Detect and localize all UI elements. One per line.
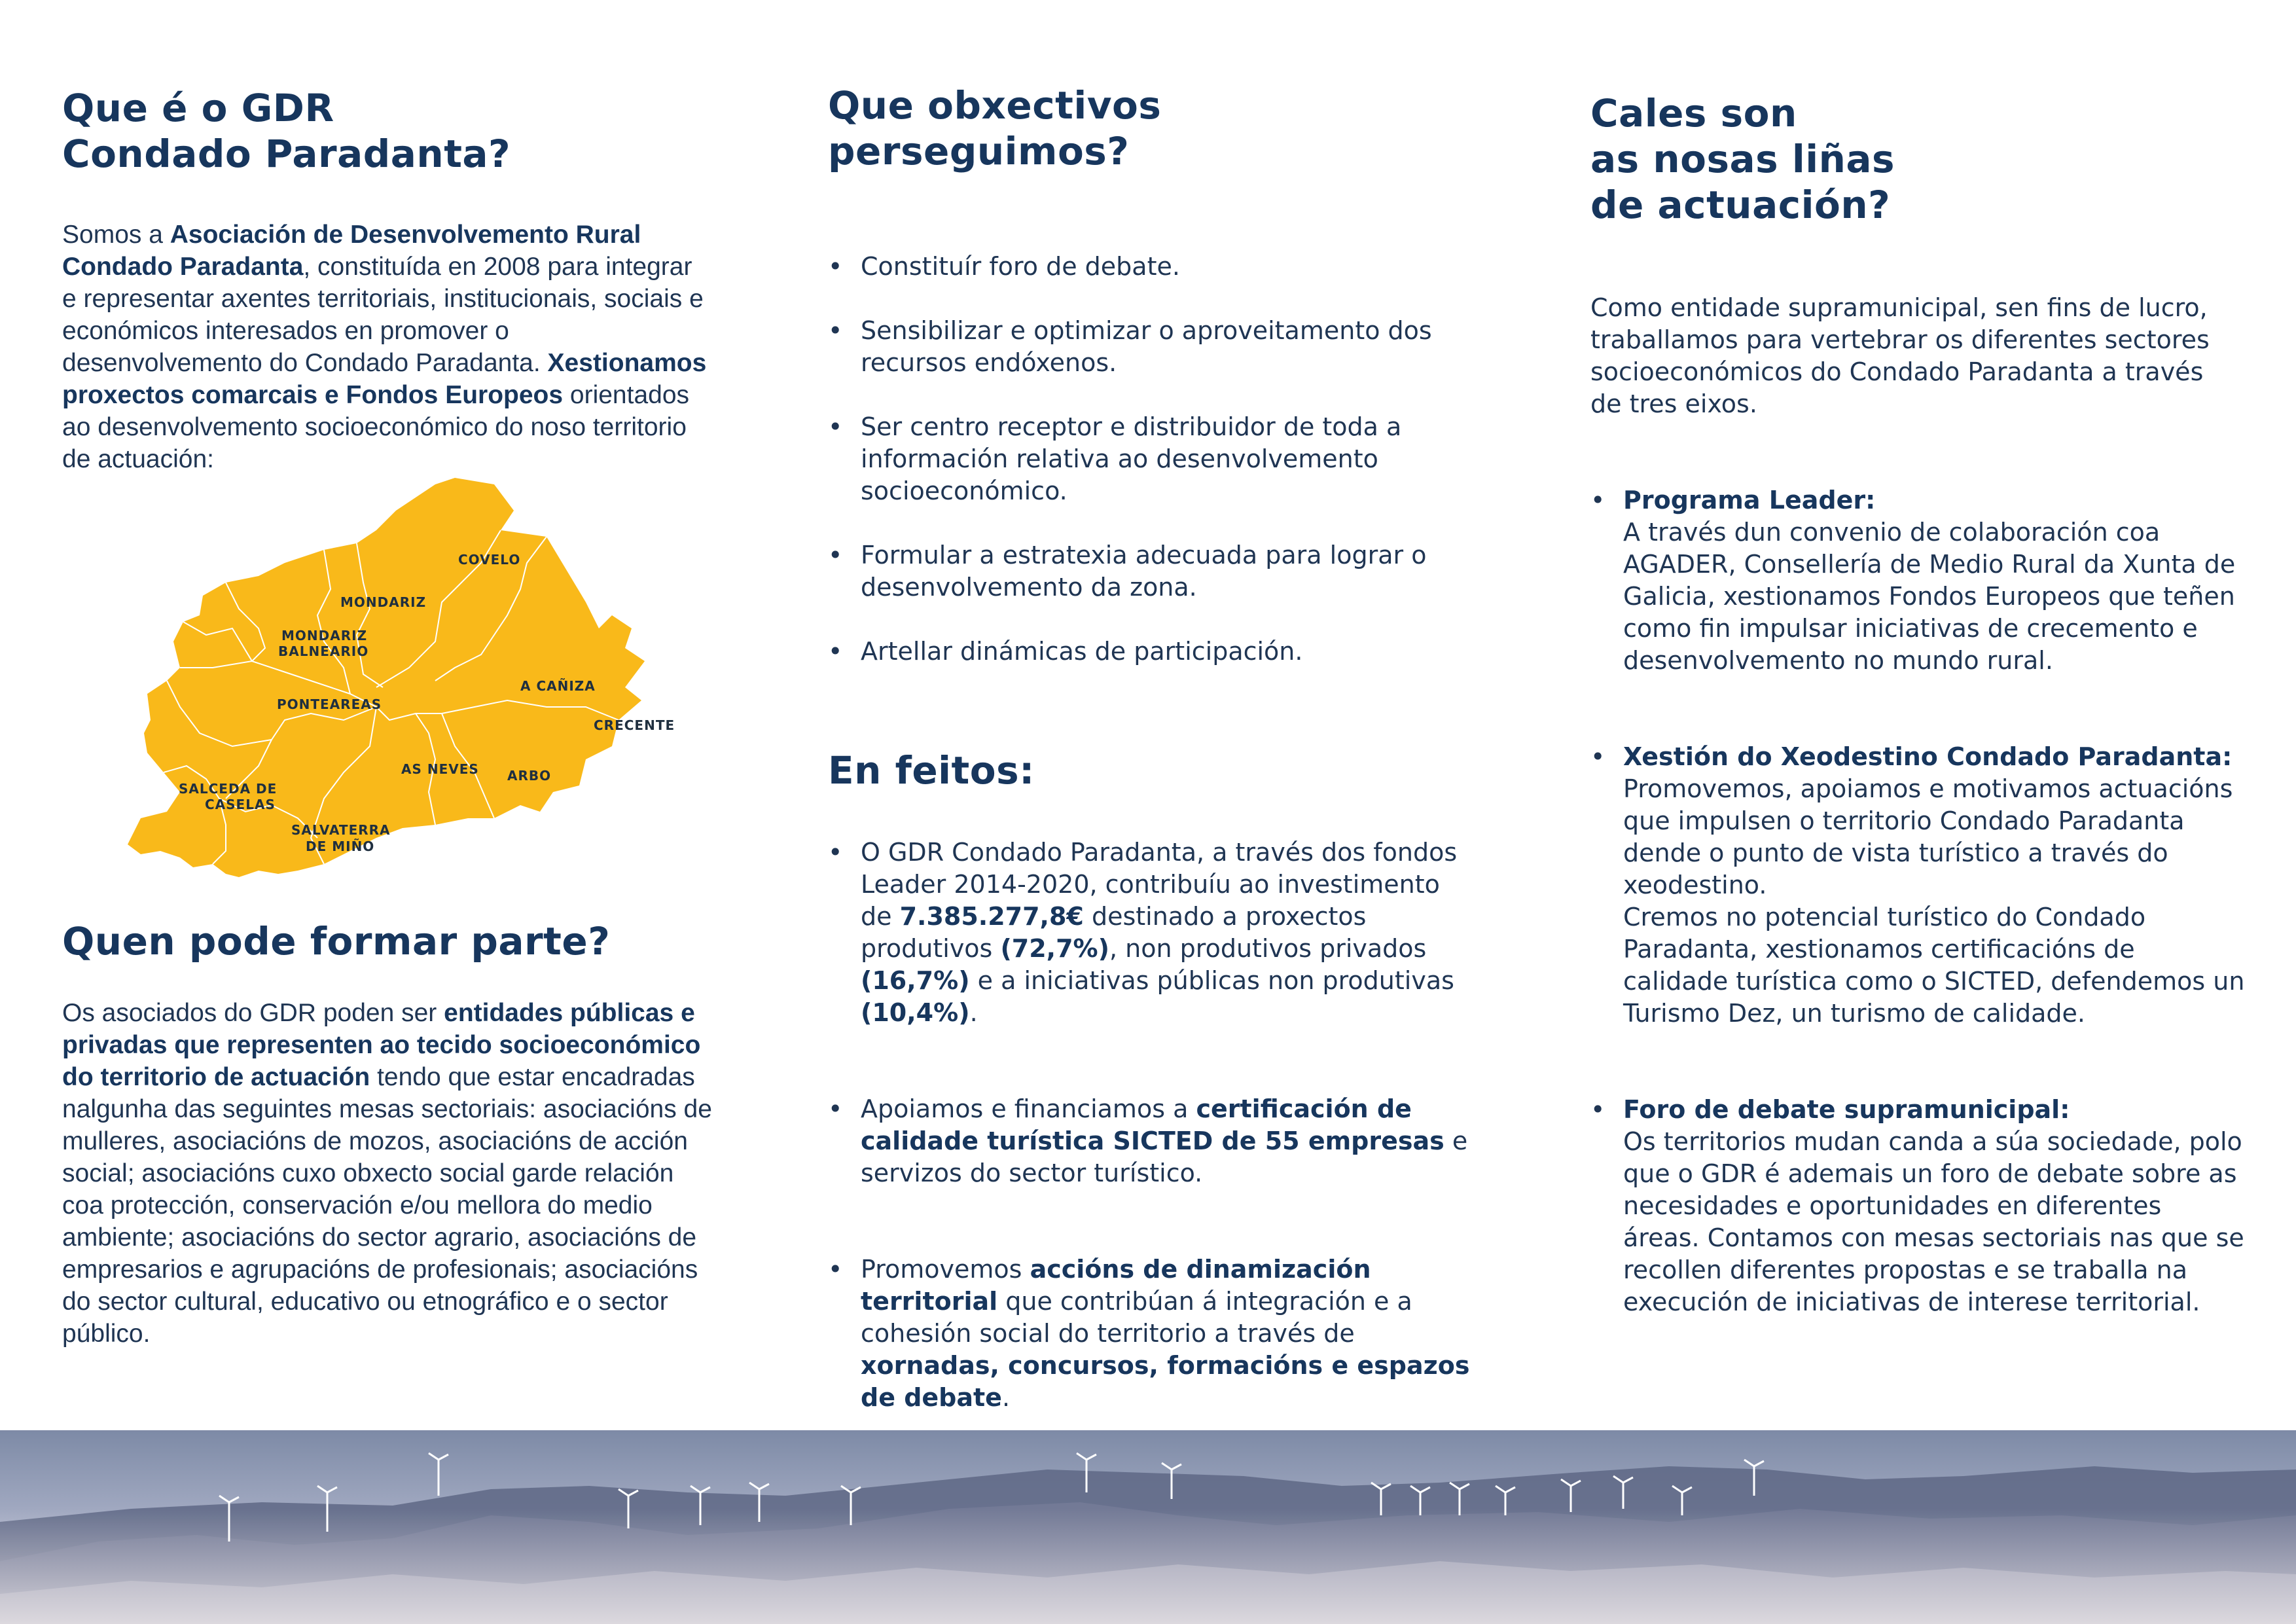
objectives-title: Que obxectivos perseguimos? [828,83,1162,173]
landscape-photo [0,1430,2296,1624]
objective-item: • Formular a estratexia adecuada para lograr o desenvolvemento da zona. [828,541,1427,602]
action-line-item: • Foro de debate supramunicipal: Os territorios mudan canda a súa sociedade, polo que o GDR é ademais un foro de debate sobre as necesidades e oportunidades en diferentes áreas. Contamos con mesas sectoriais nas que se recollen diferentes propostas e se traballa na execución de iniciativas de interese territorial. [1590,1095,2244,1316]
objective-item: • Constituír foro de debate. [828,252,1180,281]
region-as-neves: AS NEVES [401,761,479,777]
region-ponteareas: PONTEAREAS [277,696,382,712]
region-mondariz: MONDARIZ [340,594,427,610]
fact-item: • Promovemos accións de dinamización territorial que contribúan á integración e a cohesión social do territorio a través de xornadas, concursos, formacións e espazos de debate. [828,1255,1470,1412]
action-lines-intro: Como entidade supramunicipal, sen fins de lucro, traballamos para vertebrar os diferentes sectores socioeconómicos do Condado Paradanta a través de tres eixos. [1590,293,2210,418]
region-mondariz-balneario-1: MONDARIZ [281,628,368,643]
region-a-caniza: A CAÑIZA [520,678,596,694]
region-salvaterra-2: DE MIÑO [306,839,375,854]
objective-item: • Artellar dinámicas de participación. [828,637,1303,666]
about-title: Que é o GDR Condado Paradanta? [62,86,511,176]
region-salceda-1: SALCEDA DE [179,781,278,797]
about-intro: Somos a Asociación de Desenvolvemento Rural Condado Paradanta, constituída en 2008 para integrar e representar axentes territoriais, institucionais, sociais e económicos interesados en promover o desenvolvemento do Condado Paradanta. Xestionamos proxectos comarcais e Fondos Europeos orientados ao desenvolvemento socioeconómico do noso territorio de actuación: [62,221,707,473]
facts-title: En feitos: [828,748,1035,793]
action-lines-title: Cales son as nosas liñas de actuación? [1590,91,1895,227]
members-title: Quen pode formar parte? [62,919,611,964]
objective-item: • Ser centro receptor e distribuidor de toda a información relativa ao desenvolvemento socioeconómico. [828,412,1402,505]
region-salvaterra-1: SALVATERRA [291,822,391,838]
region-mondariz-balneario-2: BALNEARIO [278,643,369,659]
fact-item: • O GDR Condado Paradanta, a través dos fondos Leader 2014-2020, contribuíu ao investimento de 7.385.277,8€ destinado a proxectos produtivos (72,7%), non produtivos privados (16,7%) e a iniciativas públicas non produtivas (10,4%). [828,838,1458,1027]
members-text: Os asociados do GDR poden ser entidades públicas e privadas que representen ao tecido socioeconómico do territorio de actuación tendo que estar encadradas nalgunha das seguintes mesas sectoriais: asociacións de mulleres, asociacións de mozos, asociacións de acción social; asociacións cuxo obxecto social garde relación coa protección, conservación e/ou mellora do medio ambiente; asociacións do sector agrario, asociacións de empresarios e agrupacións de profesionais; asociacións do sector cultural, educativo ou etnográfico e o sector público. [62,999,712,1348]
territory-map [128,471,704,877]
region-arbo: ARBO [507,768,552,784]
region-salceda-2: CASELAS [205,797,276,812]
fog-layer [0,1509,2296,1624]
facts-list [828,837,1476,1414]
map-shape [128,478,645,877]
action-line-item: • Xestión do Xeodestino Condado Paradanta: Promovemos, apoiamos e motivamos actuacións que impulsen o territorio Condado Paradanta dende o punto de vista turístico a través do xeodestino. Cremos no potencial turístico do Condado Paradanta, xestionamos certificacións de calidade turística como o SICTED, defendemos un Turismo Dez, un turismo de calidade. [1590,742,2245,1028]
region-covelo: COVELO [458,552,521,568]
fact-item: • Apoiamos e financiamos a certificación de calidade turística SICTED de 55 empresas e servizos do sector turístico. [828,1094,1468,1187]
action-lines-list [1590,484,2245,1318]
objectives-list [828,251,1476,668]
action-line-item: • Programa Leader: A través dun convenio de colaboración coa AGADER, Consellería de Medio Rural da Xunta de Galicia, xestionamos Fondos Europeos que teñen como fin impulsar iniciativas de crecemento e desenvolvemento no mundo rural. [1590,486,2236,675]
region-crecente: CRECENTE [594,717,675,733]
objective-item: • Sensibilizar e optimizar o aproveitamento dos recursos endóxenos. [828,316,1432,377]
